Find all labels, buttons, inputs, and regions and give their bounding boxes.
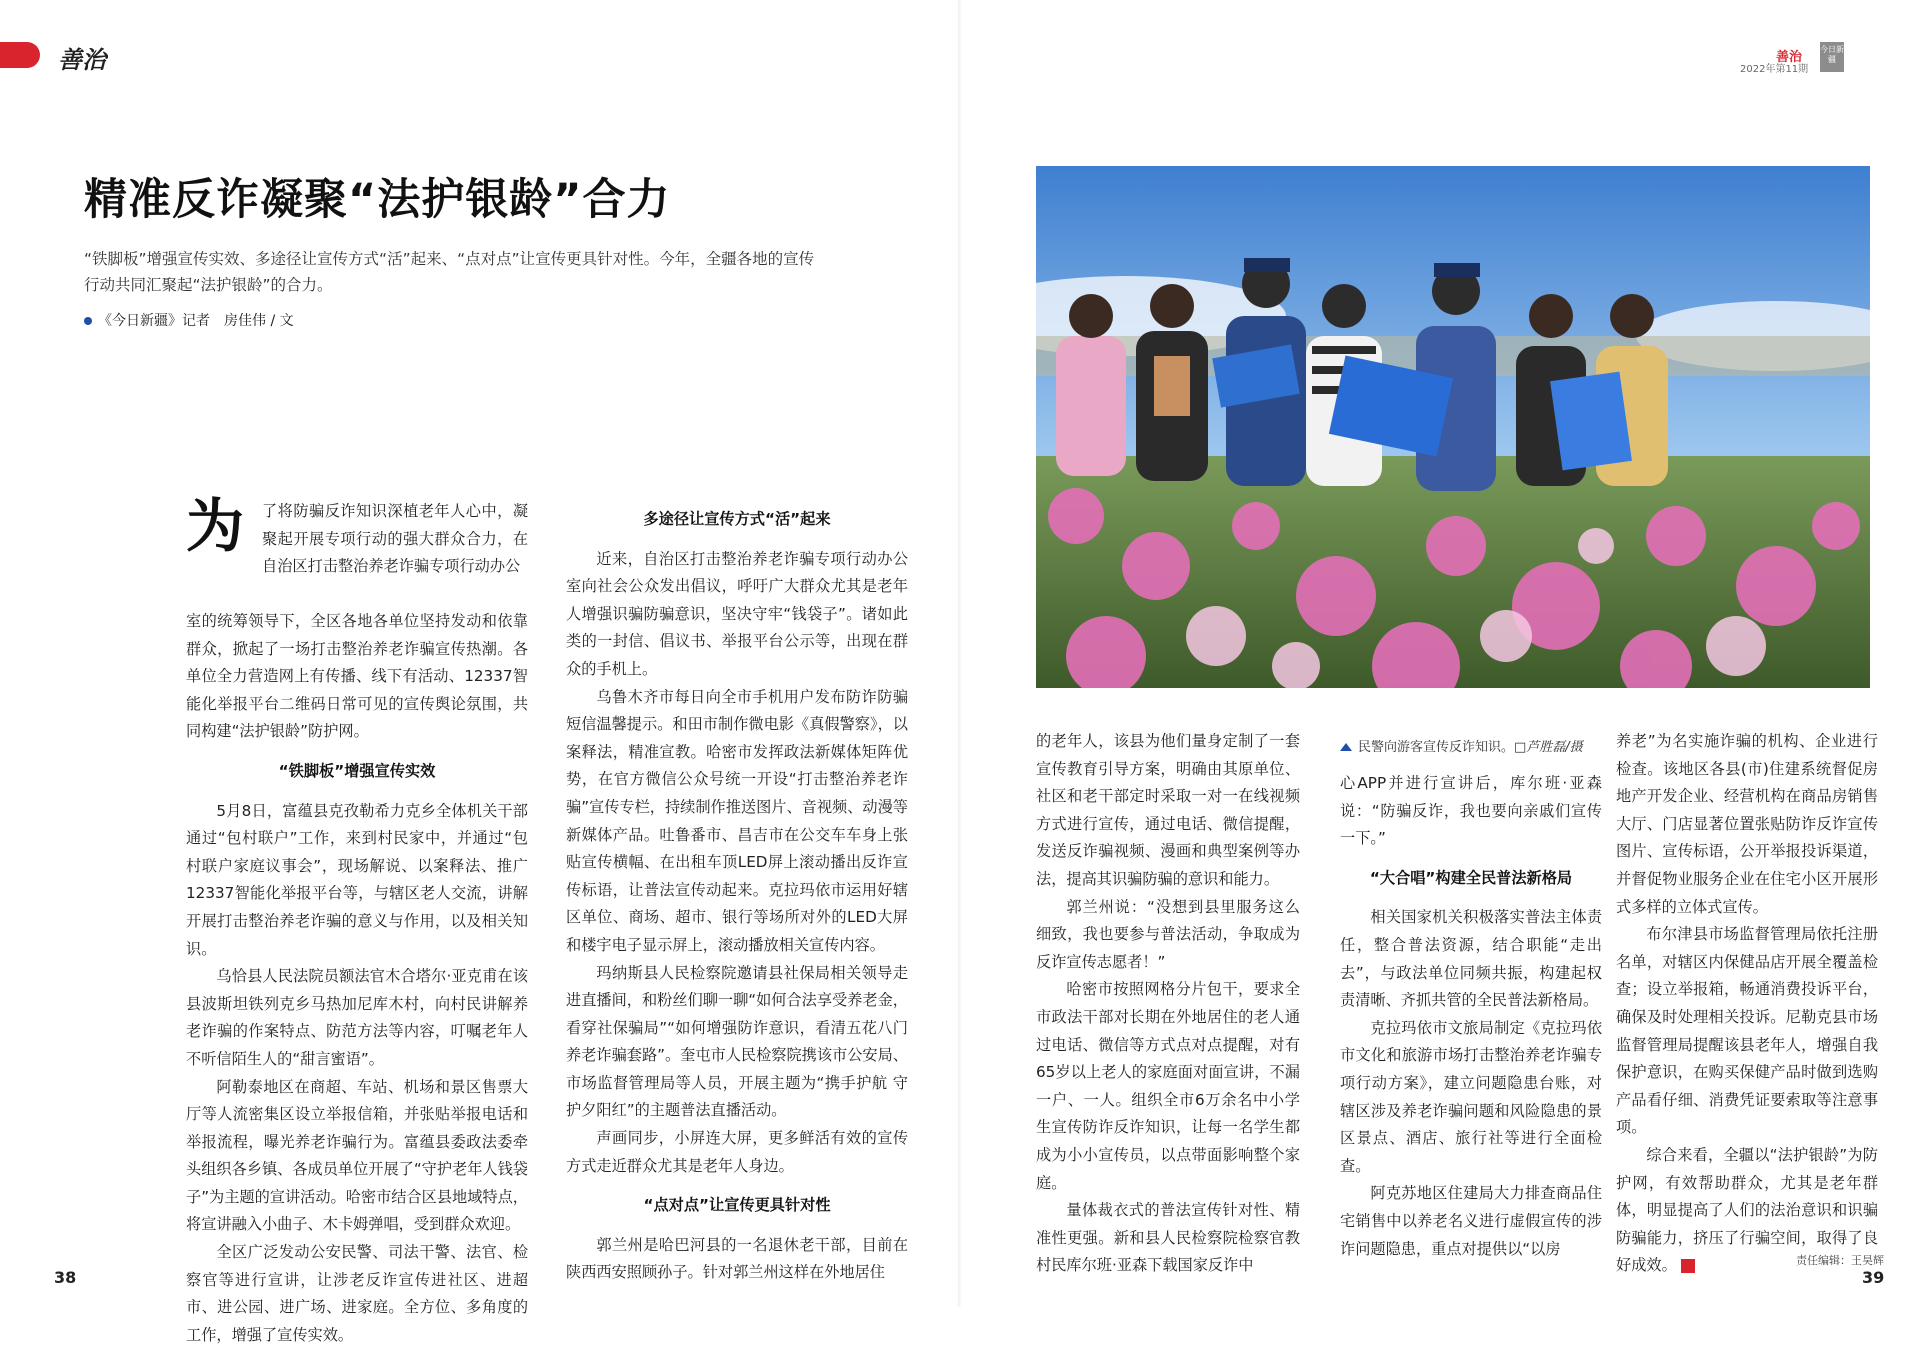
section-title-right: 善治 bbox=[1776, 50, 1803, 65]
column-5 bbox=[1616, 728, 1878, 1280]
paragraph-8: 声画同步，小屏连大屏，更多鲜活有效的宣传方式走近群众尤其是老年人身边。 bbox=[566, 1129, 908, 1175]
article-byline bbox=[84, 310, 294, 330]
subheading-1: “铁脚板”增强宣传实效 bbox=[278, 761, 436, 780]
byline-text: 《今日新疆》记者 房佳伟 / 文 bbox=[98, 313, 294, 329]
subheading-4: “大合唱”构建全民普法新格局 bbox=[1369, 868, 1573, 887]
paragraph-7: 玛纳斯县人民检察院邀请县社保局相关领导走进直播间，和粉丝们聊一聊“如何合法享受养老金，看穿社保骗局”“如何增强防诈意识，看清五花八门养老诈骗套路”。奎屯市人民检察院携该市公安局、市场监督管理局等人员，开展主题为“携手护航 守护夕阳红”的主题普法直播活动。 bbox=[566, 963, 908, 1120]
article-photo bbox=[1036, 166, 1870, 688]
editor-credit: 责任编辑：王昊辉 bbox=[1796, 1254, 1884, 1267]
end-mark-icon bbox=[1681, 1259, 1695, 1273]
magazine-logo: 今日新疆 bbox=[1820, 42, 1844, 72]
paragraph-1: 5月8日，富蕴县克孜勒希力克乡全体机关干部通过“包村联户”工作，来到村民家中，并通过“包村联户家庭议事会”，现场解说、以案释法、推广12337智能化举报平台等，与辖区老人交流，讲解开展打击整治养老诈骗的意义与作用，以及相关知识。 bbox=[186, 801, 528, 958]
intro-top-text: 了将防骗反诈知识深植老年人心中，凝聚起开展专项行动的强大群众合力，在自治区打击整治养老诈骗专项行动办公 bbox=[262, 502, 528, 576]
column-1 bbox=[186, 608, 528, 1349]
section-title-left: 善治 bbox=[58, 45, 106, 74]
subheading-2: 多途径让宣传方式“活”起来 bbox=[643, 510, 831, 528]
column-4-paragraph-4: 阿克苏地区住建局大力排查商品住宅销售中以养老名义进行虚假宣传的涉诈问题隐患，重点对提供以“以房 bbox=[1340, 1184, 1602, 1258]
intro-rest: 室的统筹领导下，全区各地各单位坚持发动和依靠群众，掀起了一场打击整治养老诈骗宣传热潮。各单位全力营造网上有传播、线下有活动、12337智能化举报平台二维码日常可见的宣传舆论氛围，共同构建“法护银龄”防护网。 bbox=[186, 612, 528, 741]
caption-credit: □芦胜磊/摄 bbox=[1514, 740, 1583, 755]
column-4-paragraph-1: 心APP并进行宣讲后，库尔班·亚森说：“防骗反诈，我也要向亲戚们宣传一下。” bbox=[1340, 774, 1602, 848]
paragraph-9: 郭兰州是哈巴河县的一名退休老干部，目前在陕西西安照顾孙子。针对郭兰州这样在外地居住 bbox=[566, 1235, 908, 1282]
column-3-paragraph-4: 量体裁衣式的普法宣传针对性、精准性更强。新和县人民检察院检察官教村民库尔班·亚森下载国家反诈中 bbox=[1036, 1201, 1300, 1275]
column-5-paragraph-1: 养老”为名实施诈骗的机构、企业进行检查。该地区各县(市)住建系统督促房地产开发企业、经营机构在商品房销售大厅、门店显著位置张贴防诈反诈宣传图片、宣传标语，公开举报投诉渠道，并督促物业服务企业在住宅小区开展形式多样的立体式宣传。 bbox=[1616, 732, 1878, 916]
photo-caption bbox=[1340, 736, 1602, 755]
paragraph-2: 乌恰县人民法院员额法官木合塔尔·亚克甫在该县波斯坦铁列克乡马热加尼库木村，向村民讲解养老诈骗的作案特点、防范方法等内容，叮嘱老年人不听信陌生人的“甜言蜜语”。 bbox=[186, 967, 528, 1068]
drop-cap: 为 bbox=[186, 492, 245, 560]
article-title: 精准反诈凝聚“法护银龄”合力 bbox=[84, 175, 671, 225]
column-4 bbox=[1340, 770, 1602, 1263]
column-5-paragraph-3-text: 综合来看，全疆以“法护银龄”为防护网，有效帮助群众，尤其是老年群体，明显提高了人们的法治意识和识骗防骗能力，挤压了行骗空间，取得了良好成效。 bbox=[1616, 1145, 1878, 1275]
column-3-paragraph-3: 哈密市按照网格分片包干，要求全市政法干部对长期在外地居住的老人通过电话、微信等方式点对点提醒，对有65岁以上老人的家庭面对面宣讲，不漏一户、一人。组织全市6万余名中小学生宣传防诈反诈知识，让每一名学生都成为小小宣传员，以点带面影响整个家庭。 bbox=[1036, 980, 1300, 1192]
paragraph-4: 全区广泛发动公安民警、司法干警、法官、检察官等进行宣讲，让涉老反诈宣传进社区、进超市、进公园、进广场、进家庭。全方位、多角度的工作，增强了宣传实效。 bbox=[186, 1243, 528, 1344]
paragraph-6: 乌鲁木齐市每日向全市手机用户发布防诈防骗短信温馨提示。和田市制作微电影《真假警察》，以案释法，精准宣教。哈密市发挥政法新媒体矩阵优势，在官方微信公众号统一开设“打击整治养老诈骗”宣传专栏，持续制作推送图片、音视频、动漫等新媒体产品。吐鲁番市、昌吉市在公交车车身上张贴宣传横幅、在出租车顶LED屏上滚动播出反诈宣传标语，让普法宣传动起来。克拉玛依市运用好辖区单位、商场、超市、银行等场所对外的LED大屏和楼宇电子显示屏上，滚动播放相关宣传内容。 bbox=[566, 687, 908, 954]
column-5-paragraph-2: 布尔津县市场监督管理局依托注册名单，对辖区内保健品店开展全覆盖检查；设立举报箱，畅通消费投诉平台，确保及时处理相关投诉。尼勒克县市场监督管理局提醒该县老年人，增强自我保护意识，在购买保健产品时做到选购产品看仔细、消费凭证要索取等注意事项。 bbox=[1616, 925, 1878, 1137]
page-number-right: 39 bbox=[1862, 1268, 1885, 1287]
paragraph-3: 阿勒泰地区在商超、车站、机场和景区售票大厅等人流密集区设立举报信箱，并张贴举报电话和举报流程，曝光养老诈骗行为。富蕴县委政法委牵头组织各乡镇、各成员单位开展了“守护老年人钱袋子”为主题的宣讲活动。哈密市结合区县地域特点，将宣讲融入小曲子、木卡姆弹唱，受到群众欢迎。 bbox=[186, 1077, 528, 1234]
caption-triangle-icon bbox=[1340, 743, 1352, 751]
page-spine bbox=[958, 0, 962, 1307]
article-lead: “铁脚板”增强宣传实效、多途径让宣传方式“活”起来、“点对点”让宣传更具针对性。今年，全疆各地的宣传行动共同汇聚起“法护银龄”的合力。 bbox=[84, 250, 815, 294]
byline-dot-icon bbox=[84, 317, 92, 325]
photo-illustration bbox=[1036, 166, 1870, 688]
column-3-paragraph-1: 的老年人，该县为他们量身定制了一套宣传教育引导方案，明确由其原单位、社区和老干部定时采取一对一在线视频方式进行宣传，通过电话、微信提醒，发送反诈骗视频、漫画和典型案例等办法，提高其识骗防骗的意识和能力。 bbox=[1036, 732, 1300, 888]
column-3-paragraph-2: 郭兰州说：“没想到县里服务这么细致，我也要参与普法活动，争取成为反诈宣传志愿者！” bbox=[1036, 897, 1300, 971]
intro-top bbox=[262, 498, 528, 581]
section-marker-tab bbox=[0, 42, 40, 68]
subheading-3: “点对点”让宣传更具针对性 bbox=[643, 1196, 831, 1215]
column-2 bbox=[566, 506, 908, 1287]
column-4-paragraph-2: 相关国家机关积极落实普法主体责任，整合普法资源，结合职能“走出去”，与政法单位同频共振，构建起权责清晰、齐抓共管的全民普法新格局。 bbox=[1340, 908, 1602, 1010]
column-3 bbox=[1036, 728, 1300, 1280]
paragraph-5: 近来，自治区打击整治养老诈骗专项行动办公室向社会公众发出倡议，呼吁广大群众尤其是老年人增强识骗防骗意识，坚决守牢“钱袋子”。诸如此类的一封信、倡议书、举报平台公示等，出现在群众的手机上。 bbox=[566, 549, 908, 678]
caption-text: 民警向游客宣传反诈知识。 bbox=[1358, 740, 1515, 755]
issue-label: 2022年第11期 bbox=[1740, 64, 1809, 75]
page-number-left: 38 bbox=[54, 1268, 77, 1287]
column-4-paragraph-3: 克拉玛依市文旅局制定《克拉玛依市文化和旅游市场打击整治养老诈骗专项行动方案》，建立问题隐患台账，对辖区涉及养老诈骗问题和风险隐患的景区景点、酒店、旅行社等进行全面检查。 bbox=[1340, 1018, 1602, 1175]
